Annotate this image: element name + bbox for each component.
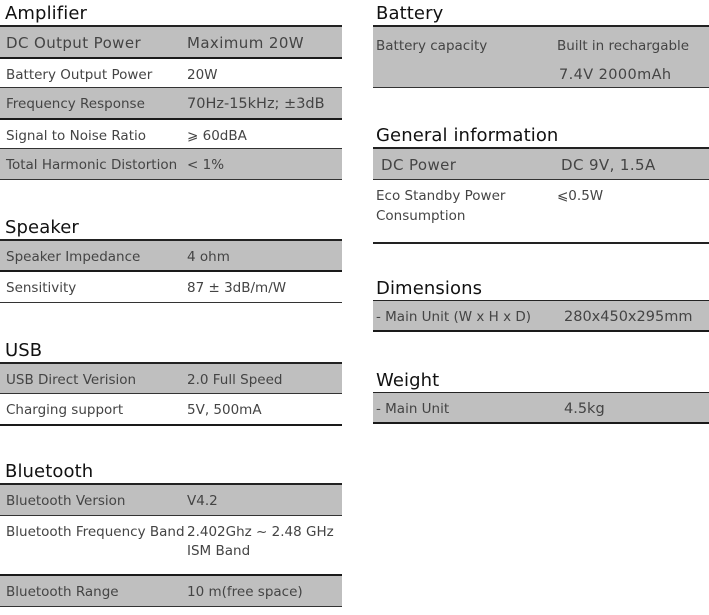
usb-section xyxy=(0,340,342,426)
table-row xyxy=(373,393,709,424)
spec-value: 4.5kg xyxy=(564,401,605,417)
spec-label: Signal to Noise Ratio xyxy=(6,128,147,144)
spec-value: 2.0 Full Speed xyxy=(187,372,283,388)
table-row xyxy=(0,59,342,88)
spec-value-line2: ISM Band xyxy=(187,543,251,559)
table-row xyxy=(373,301,709,332)
amplifier-table xyxy=(0,25,342,180)
table-row xyxy=(0,516,342,576)
spec-label: Speaker Impedance xyxy=(6,249,141,265)
spec-value-line2: 7.4V 2000mAh xyxy=(559,67,672,83)
spec-value: V4.2 xyxy=(187,493,218,509)
table-row xyxy=(0,27,342,59)
speaker-table xyxy=(0,239,342,303)
spec-label: - Main Unit (W x H x D) xyxy=(376,309,532,325)
spec-value: 280x450x295mm xyxy=(564,309,693,325)
table-row xyxy=(0,272,342,303)
amplifier-section xyxy=(0,3,342,180)
spec-value: ⩽0.5W xyxy=(557,188,604,204)
spec-value: 10 m(free space) xyxy=(187,584,303,600)
spec-label-line2: Consumption xyxy=(376,208,466,224)
section-title-speaker: Speaker xyxy=(5,217,79,238)
table-row xyxy=(373,27,709,88)
table-row xyxy=(0,149,342,180)
spec-label: DC Power xyxy=(381,156,457,174)
battery-section xyxy=(373,3,709,88)
spec-label: Charging support xyxy=(6,402,124,418)
table-row xyxy=(0,120,342,149)
spec-label: Battery capacity xyxy=(376,38,488,54)
table-row xyxy=(0,88,342,120)
spec-value: 2.402Ghz ~ 2.48 GHz xyxy=(187,524,334,540)
spec-value: 5V, 500mA xyxy=(187,402,262,418)
spec-label: Battery Output Power xyxy=(6,67,153,83)
usb-table xyxy=(0,362,342,426)
battery-table xyxy=(373,25,709,88)
bluetooth-table xyxy=(0,483,342,607)
bluetooth-section xyxy=(0,461,342,607)
spec-label: Eco Standby Power xyxy=(376,188,506,204)
table-row xyxy=(0,576,342,607)
table-row xyxy=(373,149,709,180)
spec-value: 20W xyxy=(187,67,218,83)
spec-value: 87 ± 3dB/m/W xyxy=(187,280,287,296)
spec-label: USB Direct Verision xyxy=(6,372,137,388)
spec-label: Bluetooth Version xyxy=(6,493,126,509)
section-title-dimensions: Dimensions xyxy=(376,278,483,299)
spec-value: Maximum 20W xyxy=(187,34,304,52)
section-title-amplifier: Amplifier xyxy=(5,3,87,24)
spec-label: Total Harmonic Distortion xyxy=(6,157,178,173)
spec-value: 70Hz-15kHz; ±3dB xyxy=(187,96,325,112)
section-title-usb: USB xyxy=(5,340,43,361)
general-information-table xyxy=(373,147,709,244)
spec-label: DC Output Power xyxy=(6,34,142,52)
spec-value: 4 ohm xyxy=(187,249,230,265)
general-information-section xyxy=(373,125,709,244)
weight-table xyxy=(373,392,709,424)
dimensions-table xyxy=(373,300,709,332)
spec-value: Built in rechargable xyxy=(557,38,690,54)
speaker-section xyxy=(0,217,342,303)
table-row xyxy=(0,485,342,516)
spec-value: DC 9V, 1.5A xyxy=(561,156,656,174)
dimensions-section xyxy=(373,278,709,332)
weight-section xyxy=(373,370,709,424)
spec-label: Sensitivity xyxy=(6,280,77,296)
spec-label: - Main Unit xyxy=(376,401,450,417)
table-row xyxy=(0,364,342,394)
spec-label: Frequency Response xyxy=(6,96,145,112)
table-row xyxy=(0,241,342,272)
spec-label: Bluetooth Frequency Band xyxy=(6,524,185,540)
table-row xyxy=(373,180,709,244)
section-title-battery: Battery xyxy=(376,3,444,24)
spec-value: ⩾ 60dBA xyxy=(187,128,247,144)
section-title-bluetooth: Bluetooth xyxy=(5,461,94,482)
spec-value: < 1% xyxy=(187,157,225,173)
section-title-general-information: General information xyxy=(376,125,559,146)
spec-label: Bluetooth Range xyxy=(6,584,119,600)
table-row xyxy=(0,394,342,426)
section-title-weight: Weight xyxy=(376,370,440,391)
